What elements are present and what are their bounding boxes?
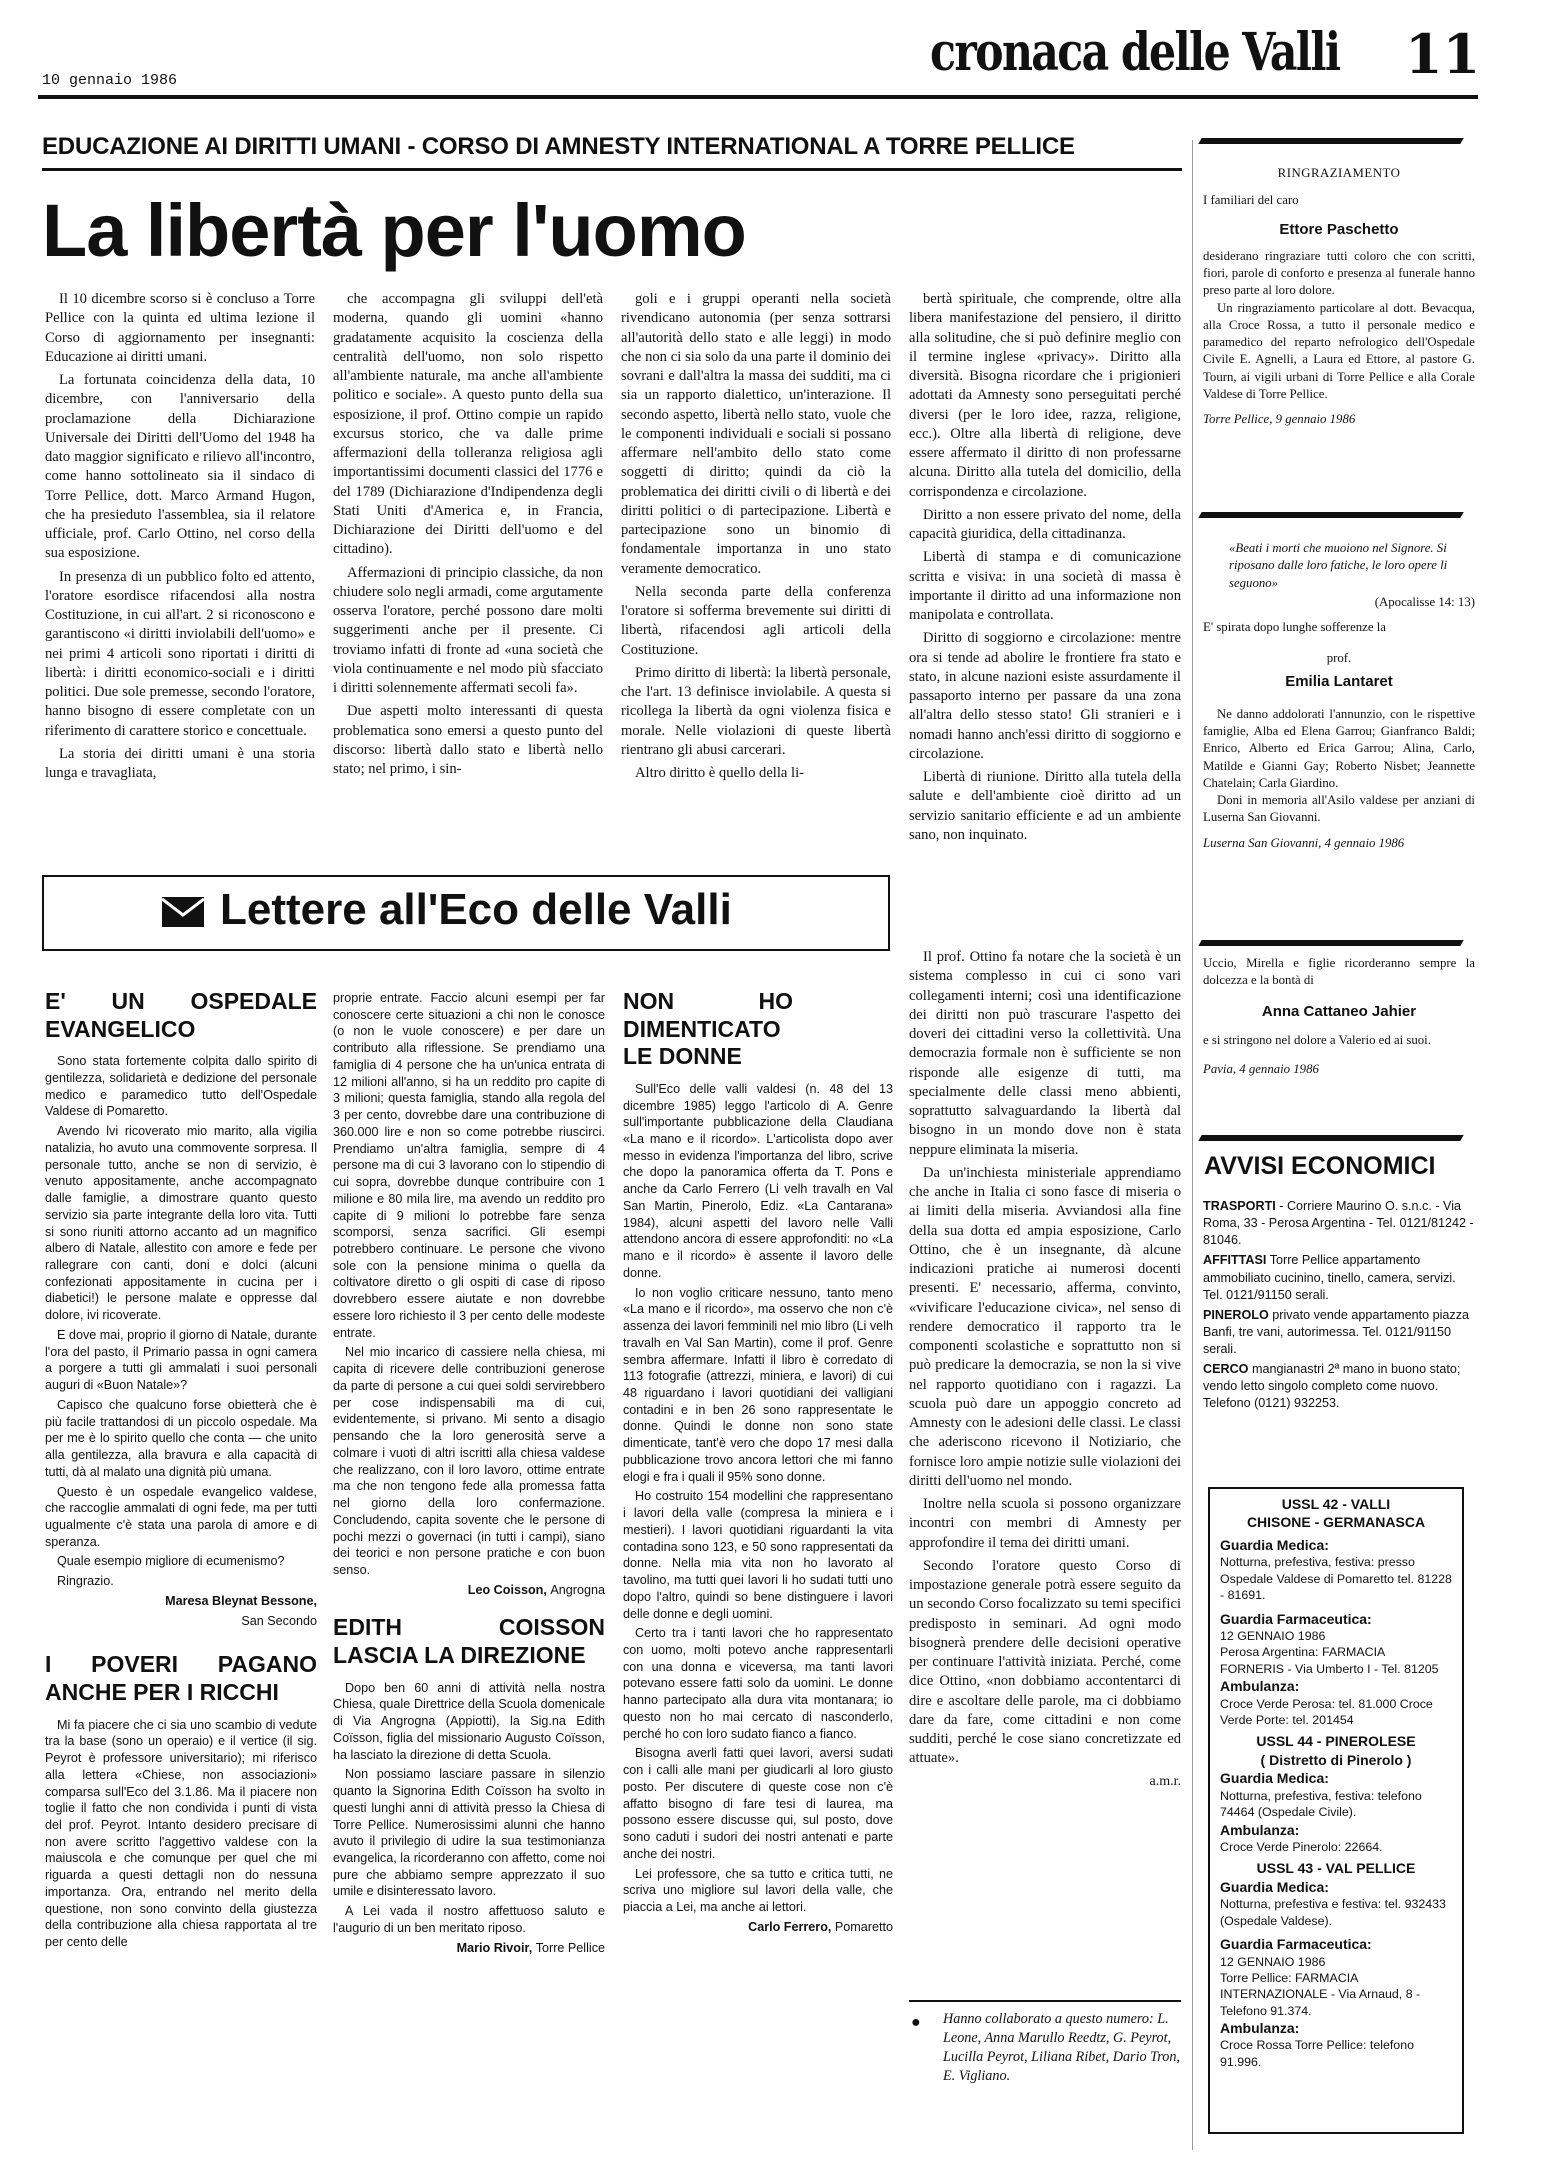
letter-title: NON HO DIMENTICATO LE DONNE	[623, 988, 793, 1070]
paragraph: Il prof. Ottino fa notare che la società è un sistema complesso in cui ci sono vari collegamenti interni; così una identificazione dei diritti non può trascurare l'aspetto dei doveri dei cittadini verso la collettività. Una democrazia formale non è sufficiente se non risponde alle esigenze di tutti, ma specialmente delle classi meno abbienti, soprattutto salvaguardando la libertà dal bisogno in un mondo dove non è stata neppure eliminata la miseria.	[909, 949, 1181, 1158]
page-number: 11	[1405, 22, 1481, 86]
article-column-2	[333, 290, 603, 783]
bible-quote: «Beati i morti che muoiono nel Signore. Si riposano dalle loro fatiche, le loro opere li seguono»	[1229, 541, 1448, 590]
ringraziamento-notice	[1203, 165, 1475, 428]
letter-place: San Secondo	[241, 1613, 317, 1628]
paragraph: Diritto di soggiorno e circolazione: mentre ora si tende ad abolire le frontiere fra stato e stato, in alcune nazioni esiste assurdamente il passaporto interno per passare da una zona all'altra dello stesso stato! Gli stranieri e i nomadi hanno anch'essi diritto di soggiorno e circolazione.	[909, 630, 1181, 762]
notice-text: e si stringono nel dolore a Valerio ed ai suoi.	[1203, 1032, 1431, 1047]
ussl-box	[1208, 1487, 1464, 2134]
letter-title: E' UN OSPEDALE EVANGELICO	[45, 988, 317, 1042]
avviso-item	[1203, 1198, 1475, 1249]
letter-signature	[623, 1919, 893, 1936]
paragraph: che accompagna gli sviluppi dell'età moderna, quando gli uomini «hanno gradatamente acquisito la coscienza della centralità dell'uomo, non solo rispetto all'ambiente naturale, ma anche all'ambiente politico e sociale». A questo punto della sua esposizione, il prof. Ottino compie un rapido excursus storico, che va dalle prime affermazioni della tolleranza religiosa agli importantissimi documenti classici del 1776 e del 1789 (Dichiarazione d'Indipendenza degli Stati Uniti d'America e, in Francia, Dichiarazione dei Diritti dell'uomo e del cittadino).	[333, 291, 603, 558]
article-signature: a.m.r.	[1149, 1773, 1181, 1789]
sidebar-rule	[1198, 1135, 1463, 1141]
letter-signature	[333, 1582, 605, 1599]
envelope-icon	[162, 897, 204, 927]
service-label: Guardia Farmaceutica:	[1220, 1936, 1372, 1953]
article-column-4	[909, 290, 1181, 849]
bullet-icon: ●	[911, 2014, 921, 2031]
paragraph: Avendo lvi ricoverato mio marito, alla vigilia natalizia, ho avuto una commovente sorpresa. Il personale tutto, anche se non di servizio, è venuto appositamente, anche accompagnato dalle famiglie, a dimostrare quanto questo servizio sia parte integrante della loro vita. Tutti si sono riuniti attorno accanto ad un magnifico albero di Natale, allestito con amore e fede per rallegrare con canti, doni e dolci (alcuni confezionati appositamente in cucina per i diabetici!) le persone malate e oppresse dal dolore, ivi ricoverate.	[45, 1124, 317, 1323]
letter-signature-place: Angrogna	[550, 1582, 605, 1597]
service-label: Guardia Medica:	[1220, 1536, 1329, 1553]
paragraph: Bisogna averli fatti quei lavori, aversi sudati con i calli alle mani per giudicarli al loro giusto posto. Per discutere di queste cose non c'è affatto bisogno di fare tesi di laurea, ma possono essere discusse qui, sul posto, dove sono caduti i sudori dei nostri antenati e parte anche dei nostri.	[623, 1746, 893, 1861]
sidebar-rule	[1198, 512, 1463, 518]
sidebar-rule	[1198, 940, 1463, 946]
paragraph: Sull'Eco delle valli valdesi (n. 48 del 13 dicembre 1985) leggo l'articolo di A. Genre sull'importante pubblicazione della Claudiana «La mano e il ricordo». L'articolista dopo aver messo in evidenza l'importanza del libro, scrive che dopo la panoramica offerta da T. Pons e anche da Carlo Ferrero (Li velh travalh en Val San Martin, Pinerolo, Ediz. «La Cantarana» 1984), alcuni aspetti del lavoro nelle Valli attendono ancora di essere approfonditi: no «La mano e il ricordo» è assente il lavoro delle donne.	[623, 1081, 893, 1280]
avviso-keyword: PINEROLO	[1203, 1307, 1269, 1322]
service-text: Croce Rossa Torre Pellice: telefono 91.996.	[1220, 2038, 1414, 2069]
letter-column-3	[623, 988, 893, 1939]
letter-signature-name: Carlo Ferrero,	[748, 1919, 832, 1934]
paragraph: Quale esempio migliore di ecumenismo?	[57, 1554, 285, 1569]
paragraph: goli e i gruppi operanti nella società rivendicano autonomia (per senza sottrarsi all'autorità dello stato e alle leggi) in modo che non ci sia solo da una parte il dominio dei sovrani e dall'altra la massa dei sudditi, ma ci sia un rapporto dialettico, un'interazione. Il secondo aspetto, libertà nello stato, vuole che le componenti individuali e sociali si possano affermare nell'ambito dello stato come soggetti di diritto; quindi da ciò la problematica dei diritti civili o di libertà e dei diritti politici o di partecipazione. Libertà e partecipazione sono un binomio di fondamentale importanza in uno stato veramente democratico.	[621, 291, 891, 577]
paragraph: Mi fa piacere che ci sia uno scambio di vedute tra la base (sono un operaio) e il vertice (il sig. Peyrot è professore universitario); mi riferisco alla lettera «Chiese, non associazioni» comparsa sull'Eco del 3.1.86. Ma il piacere non toglie il fatto che non condivida i punti di vista del prof. Peyrot. Intanto desidero precisare di non avere scritto l'aggettivo valdese con la maiuscola e che comunque per quel che mi riguarda a questi dettagli non do nessuna importanza. Ora, entrando nel merito della questione, non sono convinto della giustezza della contribuzione alla chiesa rapportata al tre per cento delle	[45, 1717, 317, 1950]
paragraph: Lei professore, che sa tutto e critica tutti, ne scriva uno migliore sul lavori della valle, che piaccia a Lei, ma anche ai lettori.	[623, 1866, 893, 1915]
paragraph: Da un'inchiesta ministeriale apprendiamo che anche in Italia ci sono fasce di miseria o ai limiti della miseria. Avviandosi alla fine della sua dotta ed ampia esposizione, Carlo Ottino, che è un insegnante, dà alcune indicazioni pratiche ai numerosi docenti presenti. E' necessario, afferma, convinto, «vivificare l'educazione civica», nel senso di rendere democratico il rapporto tra le componenti scolastiche e soprattutto non si può predicare la democrazia, se non la si vive nel rapporto quotidiano con i ragazzi. La scuola può dare un appoggio concreto ad Amnesty con le adesioni delle classi. Le classi che aderiscono ricevono il Notiziario, che fornisce loro ampie notizie sulle violazioni dei diritti dell'uomo nel mondo.	[909, 1164, 1181, 1489]
article-column-4-continued	[909, 948, 1181, 1791]
ussl-heading: USSL 43 - VAL PELLICE	[1256, 1860, 1416, 1877]
service-label: Ambulanza:	[1220, 1821, 1300, 1838]
service-label: Guardia Farmaceutica:	[1220, 1610, 1372, 1627]
notice-title: prof.	[1326, 651, 1352, 666]
paragraph: Nel mio incarico di cassiere nella chiesa, mi capita di ricevere delle contribuzioni generose da parte di persone a cui quei soldi servirebbero per cose indispensabili ma di cui, evidentemente, si privano. Mi sento a disagio pensando che la loro generosità serve a colmare i vuoti di altri iscritti alla chiesa valdese che realizzano, con il loro lavoro, ottime entrate ma che non tengono fede alla promessa fatta nel giorno della loro confermazione. Concludendo, capita sovente che le persone di pochi mezzi o governaci (in tutti i campi), siano dei teorici e non persone pratiche e con buon senso.	[333, 1345, 605, 1577]
service-text: Notturna, prefestiva e festiva: tel. 932433 (Ospedale Valdese).	[1220, 1897, 1446, 1928]
avviso-keyword: AFFITTASI	[1203, 1253, 1267, 1268]
avviso-item	[1203, 1307, 1475, 1358]
notice-place-date: Pavia, 4 gennaio 1986	[1203, 1062, 1319, 1077]
envelope-flap-icon	[162, 897, 204, 927]
death-notice	[1203, 540, 1475, 852]
notice-name: Ettore Paschetto	[1279, 220, 1399, 238]
kicker-rule	[42, 168, 1182, 171]
paragraph: Altro diritto è quello della li-	[635, 765, 805, 781]
article-headline: La libertà per l'uomo	[42, 189, 746, 272]
paragraph: Primo diritto di libertà: la libertà personale, che l'art. 13 definisce inviolabile. A questa si ricollega la libertà da ogni violenza fisica e morale. Nelle violazioni di queste libertà rientrano gli abusi carcerari.	[621, 664, 891, 758]
letter-signature-place: Pomaretto	[834, 1919, 893, 1934]
paragraph: Due aspetti molto interessanti di questa problematica sono emersi a questo punto del discorso: libertà dallo stato e libertà nello stato; nel primo, i sin-	[333, 703, 603, 777]
paragraph: Affermazioni di principio classiche, da non chiudere solo negli armadi, come argutamente osserva l'oratore, perché possono dare molti suggerimenti anche per il presente. Ci troviamo infatti di fronte ad «una società che viola continuamente e nel modo più sfacciato i diritti solennemente affermati secoli fa».	[333, 564, 603, 696]
paragraph: Ho costruito 154 modellini che rappresentano i lavori della valle (compresa la miniera e i mestieri). I lavori quotidiani riguardanti la vita contadina sono 123, e 50 sono rappresentati da donne. Nella mia vita non ho lavorato al tavolino, ma tutti quei lavori li ho sudati tutti uno dopo l'altro, quindi so bene distinguere i lavori delle donne e degli uomini.	[623, 1489, 893, 1621]
paragraph: Diritto a non essere privato del nome, della capacità giuridica, della cittadinanza.	[909, 506, 1181, 542]
paragraph: Questo è un ospedale evangelico valdese, che raccoglie ammalati di ogni fede, ma per tutti ugualmente c'è stata una parola di amore e di speranza.	[45, 1484, 317, 1549]
notice-place-date: Torre Pellice, 9 gennaio 1986	[1203, 412, 1356, 427]
paragraph: Sono stata fortemente colpita dallo spirito di gentilezza, solidarietà e dedizione del personale medico e paramedico tutto dell'Ospedale Valdese di Pomaretto.	[45, 1054, 317, 1119]
letter-title: I POVERI PAGANO ANCHE PER I RICCHI	[45, 1651, 317, 1706]
paragraph: Non possiamo lasciare passare in silenzio quanto la Signorina Edith Coïsson ha svolto in questi lunghi anni di attività presso la Chiesa di Torre Pellice. Numerosissimi alunni che hanno avuto il privilegio di udire la sua testimonianza evangelica, la ricorderanno con affetto, come noi pure che abbiamo sempre apprezzato il suo umile e disinteressato lavoro.	[333, 1767, 605, 1899]
paragraph: Inoltre nella scuola si possono organizzare incontri con membri di Amnesty per approfondire il tema dei diritti umani.	[909, 1496, 1181, 1551]
service-text: Notturna, prefestiva, festiva: telefono 74464 (Ospedale Civile).	[1220, 1788, 1422, 1820]
paragraph: Libertà di riunione. Diritto alla tutela della salute e dell'ambiente cioè diritto ad un servizio sanitario efficiente e ad un ambiente sano, non inquinato.	[909, 769, 1181, 843]
notice-place-date: Luserna San Giovanni, 4 gennaio 1986	[1203, 835, 1405, 850]
article-kicker: EDUCAZIONE AI DIRITTI UMANI - CORSO DI AMNESTY INTERNATIONAL A TORRE PELLICE	[42, 133, 1075, 160]
avviso-item	[1203, 1361, 1475, 1412]
memorial-notice	[1203, 955, 1475, 1078]
letters-banner-title: Lettere all'Eco delle Valli	[220, 885, 732, 934]
notice-name: Anna Cattaneo Jahier	[1261, 1002, 1417, 1020]
notice-intro: I familiari del caro	[1203, 193, 1299, 208]
avviso-text: privato vende appartamento piazza Banfi, tre vani, autorimessa. Tel. 0121/91150 serali.	[1203, 1307, 1470, 1356]
notice-intro: E' spirata dopo lunghe sofferenze la	[1203, 620, 1386, 635]
paragraph: Ringrazio.	[57, 1574, 114, 1589]
service-date: 12 GENNAIO 1986	[1220, 1954, 1326, 1969]
service-label: Ambulanza:	[1220, 1678, 1300, 1695]
service-text: Perosa Argentina: FARMACIA FORNERIS - Via Umberto I - Tel. 81205	[1220, 1645, 1439, 1676]
notice-text: Doni in memoria all'Asilo valdese per anziani di Luserna San Giovanni.	[1203, 793, 1475, 825]
header-rule	[38, 95, 1478, 99]
ussl-heading: USSL 42 - VALLI	[1281, 1496, 1391, 1512]
avvisi-title: AVVISI ECONOMICI	[1204, 1152, 1436, 1180]
letter-signature	[333, 1940, 605, 1957]
service-label: Guardia Medica:	[1220, 1770, 1329, 1787]
paragraph: In presenza di un pubblico folto ed attento, l'oratore esordisce rifacendosi alla nostra Costituzione, in cui all'art. 2 si riconoscono e garantiscono «i diritti inviolabili dell'uomo» e nei primi 4 articoli sono riportati i diritti di libertà: i diritti economico-sociali e i diritti politici. Due sole premesse, secondo l'oratore, hanno bisogno di essere completate con un riferimento di carattere storico e concettuale.	[45, 568, 315, 739]
service-date: 12 GENNAIO 1986	[1220, 1629, 1326, 1643]
avviso-item	[1203, 1252, 1475, 1303]
letter-column-2	[333, 990, 605, 1959]
paragraph: A Lei vada il nostro affettuoso saluto e l'augurio di un ben meritato riposo.	[333, 1904, 605, 1935]
avvisi-list	[1203, 1198, 1475, 1413]
article-column-3	[621, 290, 891, 787]
paragraph: La storia dei diritti umani è una storia lunga e travagliata,	[45, 745, 315, 781]
column-divider	[1192, 140, 1193, 2150]
service-text: Croce Verde Perosa: tel. 81.000 Croce Verde Porte: tel. 201454	[1220, 1696, 1433, 1727]
avviso-text: - Corriere Maurino O. s.n.c. - Via Roma, 33 - Perosa Argentina - Tel. 0121/81242 - 81046.	[1203, 1199, 1474, 1248]
letter-signature-name: Leo Coisson,	[467, 1582, 547, 1597]
service-text: Torre Pellice: FARMACIA INTERNAZIONALE - Via Arnaud, 8 - Telefono 91.374.	[1220, 1970, 1421, 2018]
letter-signature: Maresa Bleynat Bessone,	[165, 1593, 317, 1608]
paragraph: Il 10 dicembre scorso si è concluso a Torre Pellice con la quinta ed ultima lezione il Corso di aggiornamento per insegnanti: Educazione ai diritti umani.	[45, 291, 315, 365]
collaborators-note	[909, 2010, 1181, 2086]
paragraph: Nella seconda parte della conferenza l'oratore si sofferma brevemente sui diritti di libertà, rifacendosi agli articoli della Costituzione.	[621, 583, 891, 658]
ussl-heading: USSL 44 - PINEROLESE	[1256, 1733, 1416, 1750]
letter-column-1	[45, 988, 317, 1954]
notice-text: Uccio, Mirella e figlie ricorderanno sempre la dolcezza e la bontà di	[1203, 956, 1475, 988]
paragraph: Capisco che qualcuno forse obietterà che è più facile trattandosi di un piccolo ospedale. Ma per me è lo spirito quello che conta — che unito alla gentilezza, alla bravura e alla capacità di tutti, dà al malato una dignità più umana.	[45, 1397, 317, 1479]
ussl-heading: CHISONE - GERMANASCA	[1246, 1514, 1426, 1531]
paragraph: Io non voglio criticare nessuno, tanto meno «La mano e il ricordo», ma osservo che non c'è assenza dei lavori femminili nel mio libro (Li velh travalh en Val San Martin), come il prof. Genre sembra affermare. Infatti il libro è corredato di 113 fotografie (attrezzi, miniera, e lavori) di cui 48 riguardano i lavori quotidiani dei valligiani contadini e in ben 26 sono rappresentate le donne. Quindi le donne non sono state dimenticate, tant'è vero che dopo 17 mesi dalla pubblicazione trovo ancora lettori che mi fanno elogi e fra i quali il 95% sono donne.	[623, 1285, 893, 1484]
avviso-text: Torre Pellice appartamento ammobiliato cucinino, tinello, camera, servizi. Tel. 0121/91150 serali.	[1203, 1253, 1456, 1302]
letter-signature-name: Mario Rivoir,	[456, 1940, 533, 1955]
avviso-text: mangianastri 2ª mano in buono stato; vendo letto singolo completo come nuovo. Telefono (0121) 932253.	[1203, 1362, 1461, 1411]
paragraph: Certo tra i tanti lavori che ho rappresentato con uomo, molti potevo anche rappresentarli con una donna e viceversa, ma tanti lavori potevano essere fatti solo da uomini. Le donne hanno partecipato alla dura vita montanara; io questo non ho mai cercato di nasconderlo, perché ho con loro sudato fianco a fianco.	[623, 1626, 893, 1741]
avviso-keyword: CERCO	[1203, 1362, 1249, 1377]
service-text: Notturna, prefestiva, festiva: presso Ospedale Valdese di Pomaretto tel. 81228 - 81691.	[1220, 1555, 1452, 1603]
paragraph: bertà spirituale, che comprende, oltre alla libera manifestazione del pensiero, il diritto alla solitudine, che si può definire meglio con il termine inglese «privacy». Diritto alla diversità. Bisogna ricordare che i prigionieri adottati da Amnesty sono perseguitati perché diversi (per le loro idee, razza, religione, ecc.). Oltre alla libertà di religione, deve essere affermato il diritto di non professarne alcuna. Diritto alla tutela del domicilio, della corrispondenza e circolazione.	[909, 291, 1181, 500]
paragraph: La fortunata coincidenza della data, 10 dicembre, con l'anniversario della proclamazione della Dichiarazione Universale dei Diritti dell'Uomo del 1948 ha dato maggior significato e rilievo all'incontro, come hanno sottolineato sia il sindaco di Torre Pellice, dott. Marco Armand Hugon, che ha presieduto l'assemblea, sia il relatore ufficiale, prof. Carlo Ottino, nel corso della sua esposizione.	[45, 372, 315, 562]
notice-title: RINGRAZIAMENTO	[1277, 166, 1401, 180]
paragraph: Libertà di stampa e di comunicazione scritta e visiva: in una società di massa è importante il diritto ad una informazione non manipolata e controllata.	[909, 549, 1181, 623]
bible-reference: (Apocalisse 14: 13)	[1374, 594, 1475, 609]
notice-text: Ne danno addolorati l'annunzio, con le rispettive famiglie, Alba ed Elena Garrou; Gianfranco Baldi; Enrico, Alberto ed Erica Garrou; Alina, Carlo, Matilde e Gianni Gay; Roberto Nisbet; Jeannette Chatelain; Carla Giardino.	[1203, 706, 1475, 790]
notice-name: Emilia Lantaret	[1285, 672, 1393, 690]
notice-text: desiderano ringraziare tutti coloro che con scritti, fiori, parole di conforto e presenza al funerale hanno preso parte al loro dolore.	[1203, 248, 1475, 298]
notice-text: Un ringraziamento particolare al dott. Bevacqua, alla Croce Rossa, a tutto il personale medico e paramedico del reparto nefrologico dell'Ospedale Civile E. Agnelli, a Laura ed Ettore, al pastore G. Tourn, ai vigili urbani di Torre Pellice e alla Corale Valdese di Torre Pellice.	[1203, 300, 1475, 401]
collab-rule	[909, 2000, 1181, 2002]
service-label: Ambulanza:	[1220, 2020, 1300, 2036]
avviso-keyword: TRASPORTI	[1203, 1199, 1276, 1213]
letters-banner	[42, 875, 890, 951]
paragraph: Secondo l'oratore questo Corso di impostazione generale potrà essere seguito da un secondo Corso focalizzato su temi specifici predisposto in seminari. Ad ogni modo bisognerà prendere delle decisioni operative per continuare l'attività iniziata. Perché, come dice Ottino, «non dobbiamo accontentarci di dire e ascoltare delle parole, ma ci dobbiamo dare da fare, come cittadini e non come sudditi, perché le cose siano concretizzate ed attuate».	[909, 1557, 1181, 1767]
masthead-title: cronaca delle Valli	[930, 22, 1340, 83]
paragraph: Dopo ben 60 anni di attività nella nostra Chiesa, quale Direttrice della Scuola domenicale di Via Angrogna (Appiotti), la Sig.na Edith Coïsson, figlia del missionario Augusto Coïsson, ha lasciato la direzione di detta Scuola.	[333, 1680, 605, 1762]
article-column-1	[45, 290, 315, 787]
letter-title: EDITH COISSON LASCIA LA DIREZIONE	[333, 1614, 605, 1669]
sidebar-rule	[1198, 138, 1463, 144]
service-label: Guardia Medica:	[1220, 1878, 1329, 1895]
paragraph: E dove mai, proprio il giorno di Natale, durante l'ora del pasto, il Primario passa in ogni camera a porgere a tutti gli ammalati i suoi personali auguri di «Buon Natale»?	[45, 1327, 317, 1393]
header-date: 10 gennaio 1986	[42, 72, 178, 89]
service-text: Croce Verde Pinerolo: 22664.	[1220, 1839, 1383, 1854]
letter-signature-place: Torre Pellice	[535, 1940, 605, 1955]
collaborators-text: Hanno collaborato a questo numero: L. Leone, Anna Marullo Reedtz, G. Peyrot, Lucilla Peyrot, Liliana Ribet, Dario Tron, E. Vigliano.	[943, 2011, 1180, 2085]
paragraph: proprie entrate. Faccio alcuni esempi per far conoscere certe situazioni a chi non le conosce (o non le vuole conoscere) e per dare un contributo alla riflessione. Se prendiamo una famiglia di 4 persone che ha un'unica entrata di 12 milioni all'anno, si ha un reddito pro capite di 3 milioni; questa famiglia, stando alla regola del 3 per cento, dovrebbe dare una contribuzione di 360.000 lire e non so come potrebbe riuscirci. Prendiamo un'altra famiglia, sempre di 4 persone ma di cui 3 lavorano con lo stipendio di cui sopra, dovrebbe dunque contribuire con 1 milione e 80 mila lire, ma avendo un reddito pro capite di 9 milioni lo potrebbe fare senza scomporsi, senza sacrifici. Gli esempi potrebbero continuare. Le persone che vivono sole con la pensione minima o quella da coltivatore diretto o gli ospiti di case di riposo dovrebbero essere aiutate e non dovrebbe essere loro richiesto il 3 per cento delle modeste entrate.	[333, 991, 605, 1340]
ussl-heading: ( Distretto di Pinerolo )	[1260, 1751, 1412, 1768]
